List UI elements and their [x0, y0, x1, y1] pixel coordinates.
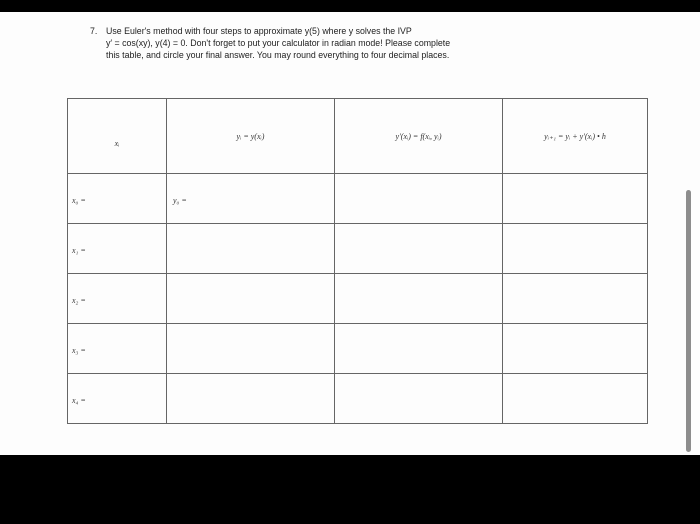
next-y-cell[interactable]	[503, 174, 648, 224]
x1-label: x₁ =	[68, 224, 167, 274]
problem-statement	[90, 25, 610, 61]
problem-line-3: this table, and circle your final answer. You may round everything to four decimal places.	[106, 50, 450, 60]
y-cell[interactable]	[167, 274, 335, 324]
table-row	[68, 224, 648, 274]
derivative-cell[interactable]	[335, 274, 503, 324]
header-xi: xᵢ	[68, 99, 167, 174]
derivative-cell[interactable]	[335, 224, 503, 274]
problem-line-2: y′ = cos(xy), y(4) = 0. Don't forget to put your calculator in radian mode! Please complete	[106, 38, 451, 48]
table-row	[68, 274, 648, 324]
next-y-cell[interactable]	[503, 224, 648, 274]
x0-label: x₀ =	[68, 174, 167, 224]
table-row	[68, 374, 648, 424]
y-cell[interactable]	[167, 324, 335, 374]
scrollbar[interactable]	[686, 190, 691, 452]
table-row	[68, 324, 648, 374]
top-black-bar	[0, 0, 700, 12]
derivative-cell[interactable]	[335, 324, 503, 374]
next-y-cell[interactable]	[503, 324, 648, 374]
y0-label[interactable]: y₀ =	[167, 174, 335, 224]
x2-label: x₂ =	[68, 274, 167, 324]
table-row	[68, 174, 648, 224]
problem-number: 7.	[90, 26, 98, 36]
next-y-cell[interactable]	[503, 374, 648, 424]
problem-text	[106, 25, 610, 61]
x3-label: x₃ =	[68, 324, 167, 374]
header-derivative: y′(xᵢ) = f(xᵢ, yᵢ)	[335, 99, 503, 174]
x4-label: x₄ =	[68, 374, 167, 424]
derivative-cell[interactable]	[335, 374, 503, 424]
header-next-y: yᵢ₊₁ = yᵢ + y′(xᵢ) • h	[503, 99, 648, 174]
header-yi: yᵢ = y(xᵢ)	[167, 99, 335, 174]
y-cell[interactable]	[167, 374, 335, 424]
derivative-cell[interactable]	[335, 174, 503, 224]
bottom-black-bar	[0, 455, 700, 524]
table-header-row	[68, 99, 648, 174]
problem-line-1: Use Euler's method with four steps to approximate y(5) where y solves the IVP	[106, 26, 412, 36]
y-cell[interactable]	[167, 224, 335, 274]
next-y-cell[interactable]	[503, 274, 648, 324]
euler-table	[67, 98, 648, 424]
